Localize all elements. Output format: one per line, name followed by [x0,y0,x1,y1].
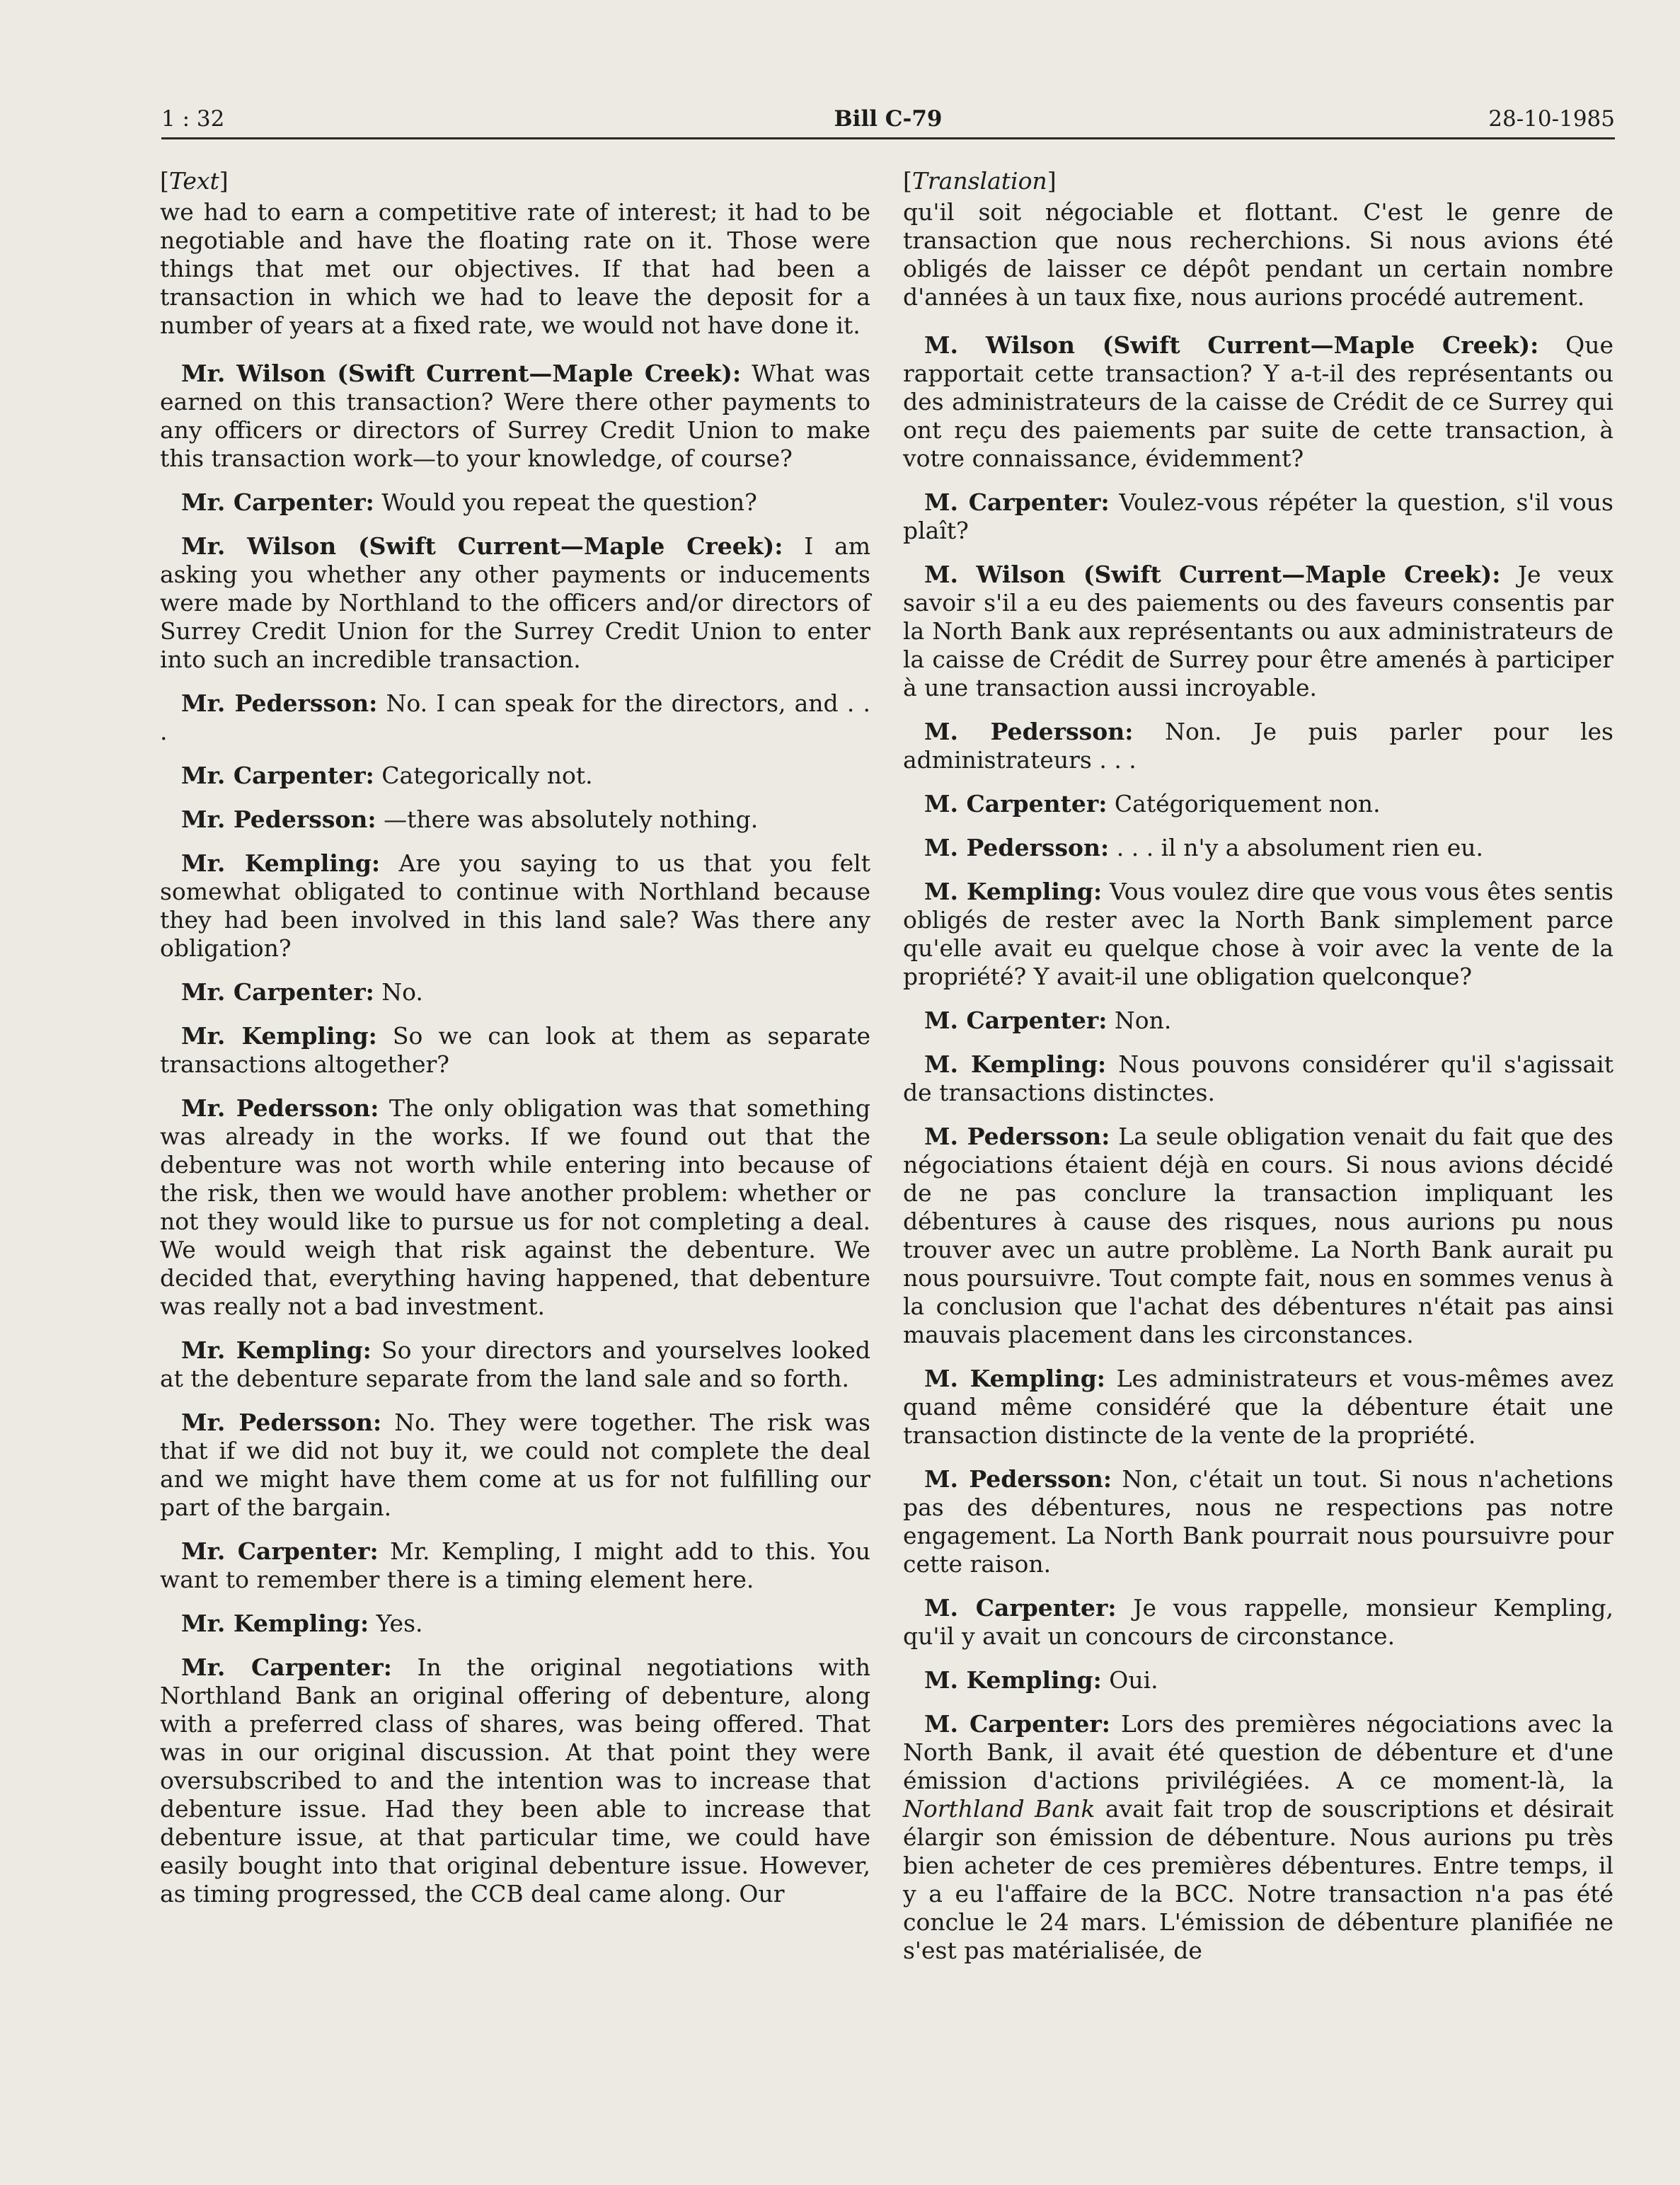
speech-text-italic: Northland Bank [903,1795,1095,1823]
speaker-name: M. Kempling: [924,1365,1105,1392]
speaker-name: M. Carpenter: [924,790,1107,818]
speaker-name: Mr. Pedersson: [181,1409,382,1436]
speech-paragraph [903,561,1613,702]
speaker-name: Mr. Kempling: [181,1336,372,1364]
speaker-name: Mr. Kempling: [181,1022,377,1050]
speech-text: In the original negotiations with Northland Bank an original offering of debenture, along with a preferred class of shares, was being offered. That was in our original discussion. At that point they were oversubscribed to and the intention was to increase that debenture issue. Had they been able to increase that debenture issue, at that particular time, we could have easily bought into that original debenture issue. However, as timing progressed, the CCB deal came along. Our [160,1653,871,1908]
speaker-name: Mr. Kempling: [181,1610,369,1637]
speech-text: Are you saying to us that you felt somewhat obligated to continue with Northland because they had been involved in this land sale? Was there any obligation? [160,849,870,962]
speech-text: No. I can speak for the directors, and . . . [160,689,870,745]
speech-paragraph [160,1610,870,1638]
speaker-name: M. Carpenter: [924,1710,1110,1738]
speaker-name: Mr. Carpenter: [181,488,374,516]
speech-paragraph [160,978,870,1007]
speaker-name: M. Pedersson: [924,1123,1110,1150]
speaker-name: M. Pedersson: [924,1465,1112,1493]
speech-text: No. They were together. The risk was that if we did not buy it, we could not complete the deal and we might have them come at us for not fulfilling our part of the bargain. [160,1409,870,1521]
french-column [903,167,1613,1980]
speech-text: Non, c'était un tout. Si nous n'achetions pas des débentures, nous ne respections pas notre engagement. La North Bank pourrait nous poursuivre pour cette raison. [903,1465,1613,1578]
speaker-name: Mr. Pedersson: [181,1094,379,1122]
speech-paragraph [160,360,870,473]
speech-paragraph [160,1409,870,1522]
speech-text: Mr. Kempling, I might add to this. You want to remember there is a timing element here. [160,1537,870,1593]
speech-text: Nous pouvons considérer qu'il s'agissait de transactions distinctes. [903,1050,1613,1106]
speech-paragraph [160,532,870,674]
speaker-name: M. Wilson (Swift Current—Maple Creek): [924,331,1539,359]
bill-title: Bill C-79 [834,106,943,132]
speech-paragraph [903,790,1613,818]
page-number: 1 : 32 [161,106,225,132]
speech-paragraph [903,1594,1613,1651]
speaker-name: Mr. Pedersson: [181,805,376,833]
speech-text: . . . il n'y a absolument rien eu. [1116,834,1484,861]
speaker-name: Mr. Carpenter: [181,762,374,789]
intro-paragraph: we had to earn a competitive rate of interest; it had to be negotiable and have the floating rate on it. Those were things that met our objectives. If that had been a transaction in which we had to leave the deposit for a number of years at a fixed rate, we would not have done it. [160,198,870,339]
speech-text: Vous voulez dire que vous vous êtes sentis obligés de rester avec la North Bank simplement parce qu'elle avait eu quelque chose à voir avec la vente de la propriété? Y avait-il une obligation quelconque? [903,878,1613,990]
speech-paragraph [903,1465,1613,1578]
speech-paragraph [160,805,870,834]
speech-paragraph [160,488,870,517]
speech-text: —there was absolutely nothing. [384,805,759,833]
speaker-name: Mr. Carpenter: [181,1653,392,1681]
speech-text: Voulez-vous répéter la question, s'il vous plaît? [903,488,1613,544]
speaker-name: Mr. Carpenter: [181,1537,379,1565]
english-column [160,167,870,1924]
section-label-translation: [Translation] [903,167,1057,195]
speech-text: Que rapportait cette transaction? Y a-t-il des représentants ou des administrateurs de la caisse de Crédit de ce Surrey qui ont reçu des paiements par suite de cette transaction, à votre connaissance, évidemment? [903,331,1613,472]
speaker-name: M. Carpenter: [924,1594,1117,1622]
speaker-name: Mr. Carpenter: [181,978,374,1006]
speech-text: avait fait trop de souscriptions et désirait élargir son émission de débenture. Nous aurions pu très bien acheter de ces premières débentures. Entre temps, il y a eu l'affaire de la BCC. Notre transaction n'a pas été conclue le 24 mars. L'émission de débenture planifiée ne s'est pas matérialisée, de [903,1795,1613,1964]
speech-text: Oui. [1109,1666,1158,1694]
speech-paragraph [903,1007,1613,1035]
speech-text: La seule obligation venait du fait que des négociations étaient déjà en cours. Si nous avions décidé de ne pas conclure la transaction impliquant les débentures à cause des risques, nous aurions pu nous trouver avec un autre problème. La North Bank aurait pu nous poursuivre. Tout compte fait, nous en sommes venus à la conclusion que l'achat des débentures n'était pas ainsi mauvais placement dans les circonstances. [903,1123,1613,1348]
speaker-name: M. Carpenter: [924,488,1110,516]
speaker-name: M. Pedersson: [924,718,1134,745]
speaker-name: M. Wilson (Swift Current—Maple Creek): [924,561,1501,588]
speech-paragraph [160,1653,870,1908]
speech-text: What was earned on this transaction? Were there other payments to any officers or directors of Surrey Credit Union to make this transaction work—to your knowledge, of course? [160,360,870,472]
speech-text: So your directors and yourselves looked at the debenture separate from the land sale and so forth. [160,1336,870,1392]
speech-text: No. [381,978,423,1006]
speech-paragraph [160,689,870,746]
speech-text: Yes. [376,1610,423,1637]
speech-paragraph [160,849,870,963]
speaker-name: Mr. Pedersson: [181,689,378,717]
speech-paragraph [160,1336,870,1393]
speech-text: I am asking you whether any other payments or inducements were made by Northland to the officers and/or directors of Surrey Credit Union for the Surrey Credit Union to enter into such an incredible transaction. [160,532,870,673]
speaker-name: Mr. Wilson (Swift Current—Maple Creek): [181,532,783,560]
speech-paragraph [903,878,1613,991]
speech-paragraph [160,762,870,790]
speech-paragraph [160,1094,870,1321]
speech-paragraph [903,1050,1613,1107]
speech-text: Lors des premières négociations avec la North Bank, il avait été question de débenture et d'une émission d'actions privilégiées. A ce moment-là, la [903,1710,1613,1794]
speech-paragraph [903,488,1613,545]
speech-text: Je vous rappelle, monsieur Kempling, qu'il y avait un concours de circonstance. [903,1594,1613,1650]
speech-paragraph [903,1123,1613,1349]
speech-text: So we can look at them as separate transactions altogether? [160,1022,870,1078]
speech-text: Categorically not. [381,762,593,789]
speaker-name: M. Pedersson: [924,834,1110,861]
speech-text: Non. Je puis parler pour les administrateurs . . . [903,718,1613,774]
speech-paragraph [903,834,1613,862]
speech-text: The only obligation was that something was already in the works. If we found out that the debenture was not worth while entering into because of the risk, then we would have another problem: whether or not they would like to pursue us for not completing a deal. We would weigh that risk against the debenture. We decided that, everything having happened, that debenture was really not a bad investment. [160,1094,870,1320]
speech-paragraph [160,1022,870,1079]
speech-text: Would you repeat the question? [381,488,757,516]
section-label-text: [Text] [160,167,229,195]
speech-text: Non. [1114,1007,1172,1034]
speaker-name: Mr. Wilson (Swift Current—Maple Creek): [181,360,742,387]
speaker-name: M. Kempling: [924,1666,1102,1694]
speaker-name: M. Kempling: [924,878,1103,905]
speech-paragraph [903,718,1613,774]
header-date: 28-10-1985 [1488,106,1615,132]
speech-paragraph [903,1710,1613,1965]
page-header [161,106,1615,139]
speaker-name: M. Carpenter: [924,1007,1107,1034]
speech-paragraph [903,331,1613,473]
speech-text: Je veux savoir s'il a eu des paiements ou des faveurs consentis par la North Bank aux représentants ou aux administrateurs de la caisse de Crédit de Surrey pour être amenés à participer à une transaction aussi incroyable. [903,561,1613,701]
intro-paragraph: qu'il soit négociable et flottant. C'est le genre de transaction que nous recherchions. Si nous avions été obligés de laisser ce dépôt pendant un certain nombre d'années à un taux fixe, nous aurions procédé autrement. [903,198,1613,311]
speech-paragraph [903,1666,1613,1694]
speech-paragraph [903,1365,1613,1450]
speech-paragraph [160,1537,870,1594]
speech-text: Catégoriquement non. [1114,790,1381,818]
speaker-name: M. Kempling: [924,1050,1107,1078]
speaker-name: Mr. Kempling: [181,849,381,877]
speech-text: Les administrateurs et vous-mêmes avez quand même considéré que la débenture était une transaction distincte de la vente de la propriété. [903,1365,1613,1449]
